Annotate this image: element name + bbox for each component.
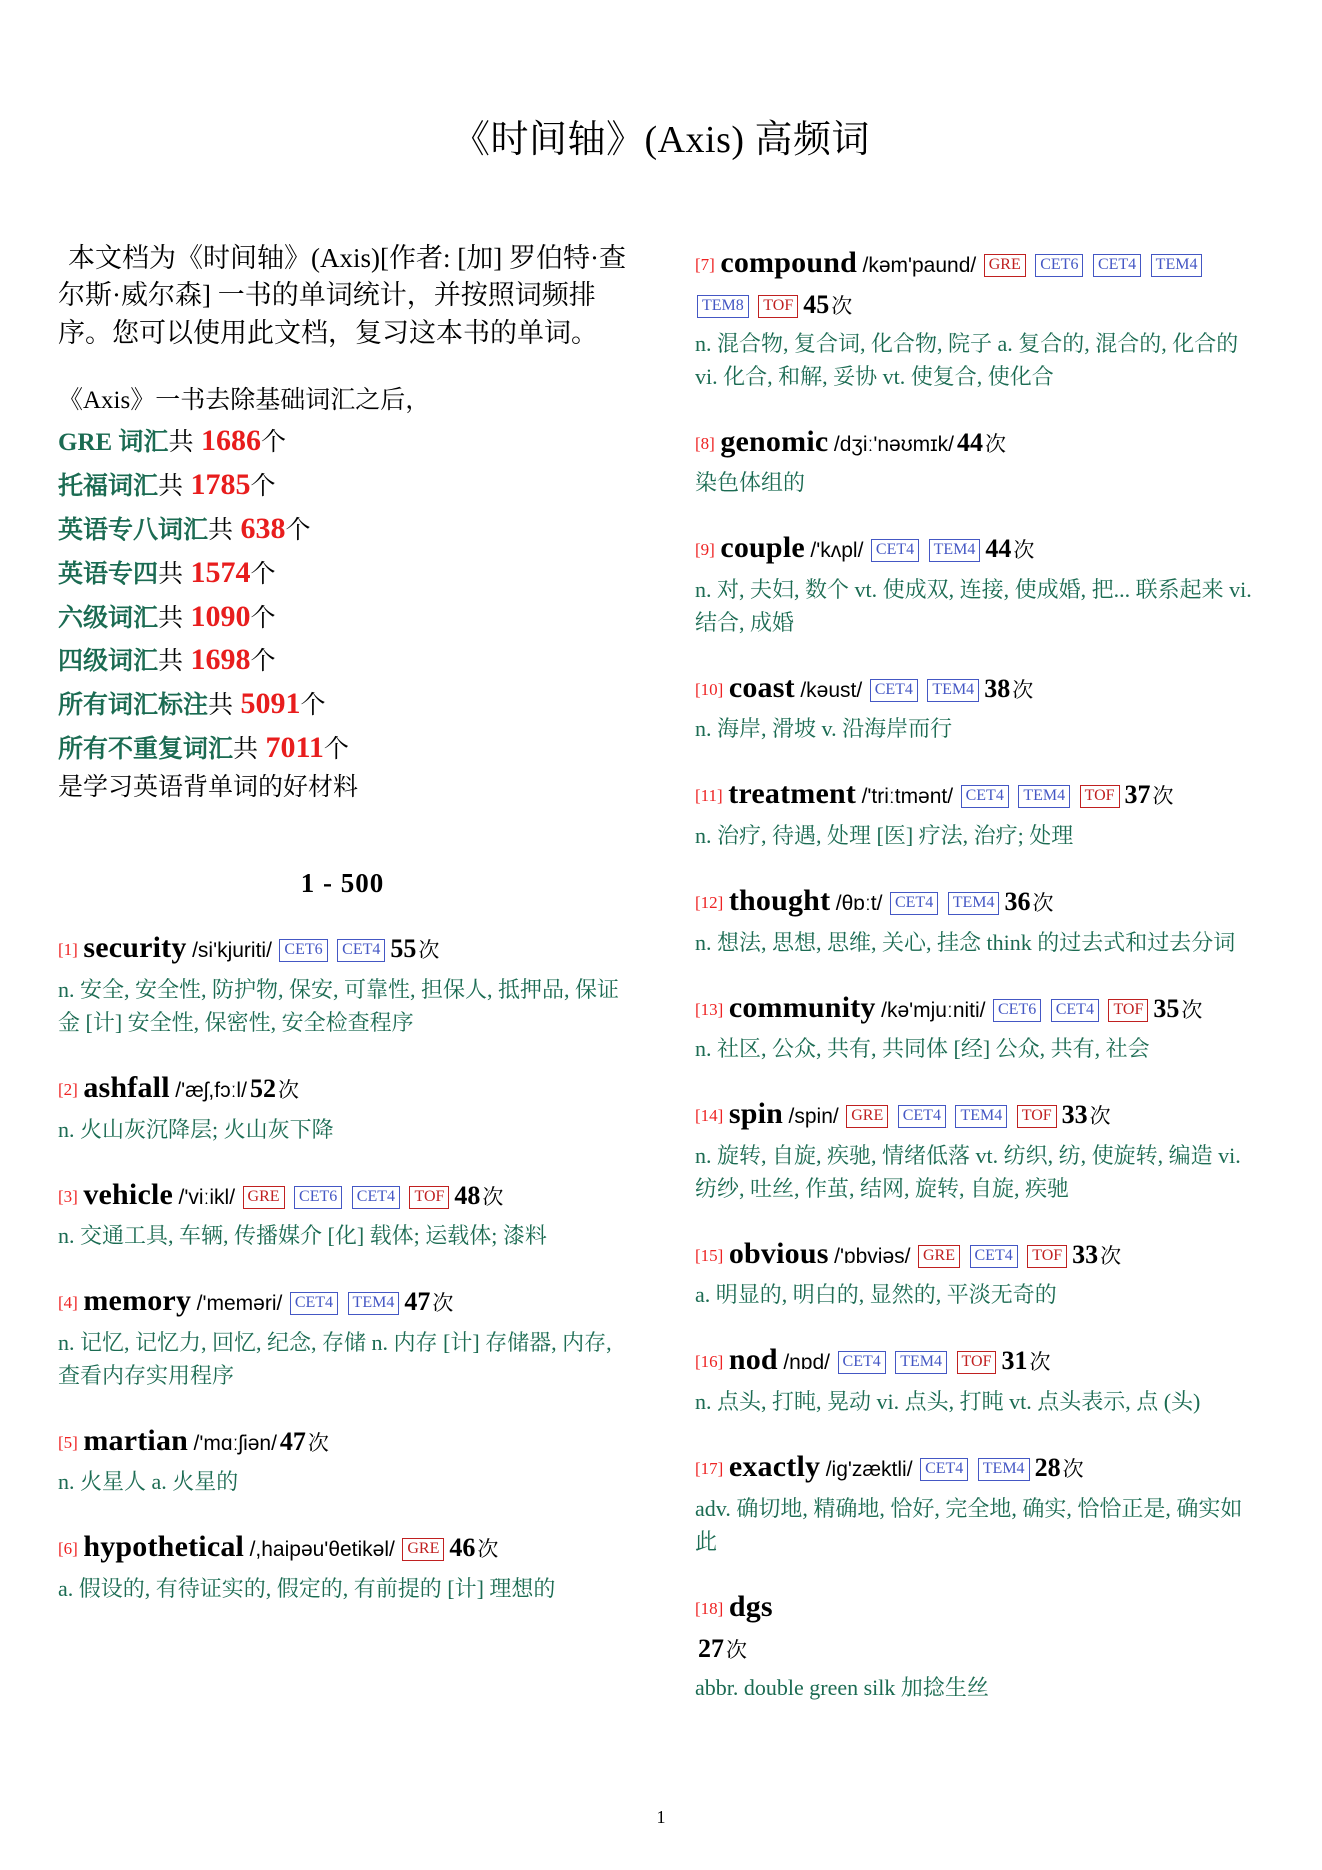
- entry-count: 48: [454, 1180, 481, 1210]
- stat-line: [58, 682, 627, 726]
- dictionary-entry: [695, 1584, 1264, 1704]
- entry-word[interactable]: genomic: [720, 424, 829, 458]
- entry-index: [5]: [58, 1432, 78, 1452]
- stat-number: 1698: [183, 643, 251, 677]
- level-tag-tof: TOF: [409, 1186, 449, 1209]
- level-tag-cet4: CET4: [1093, 254, 1141, 277]
- entry-headline: [695, 240, 1264, 325]
- entry-definition: n. 火星人 a. 火星的: [58, 1469, 239, 1495]
- entry-index: [13]: [695, 999, 724, 1019]
- entry-definition: n. 交通工具, 车辆, 传播媒介 [化] 载体; 运载体; 漆料: [58, 1223, 547, 1249]
- entry-index: [1]: [58, 940, 78, 960]
- level-tag-cet4: CET4: [920, 1458, 968, 1481]
- level-tag-tof: TOF: [1017, 1105, 1057, 1128]
- entry-count-unit: 次: [1100, 1243, 1122, 1268]
- entry-word[interactable]: security: [83, 931, 187, 965]
- level-tag-cet4: CET4: [290, 1292, 338, 1315]
- entry-phonetic: /'ɒbviəs/: [834, 1244, 911, 1268]
- level-tag-cet4: CET4: [838, 1351, 886, 1374]
- level-tag-cet4: CET4: [890, 892, 938, 915]
- entry-headline: [58, 1524, 627, 1570]
- entry-word[interactable]: thought: [728, 884, 831, 918]
- level-tag-gre: GRE: [243, 1186, 285, 1209]
- entry-index: [6]: [58, 1539, 78, 1559]
- dictionary-entry: [695, 1444, 1264, 1558]
- stat-label: GRE 词汇: [58, 429, 169, 457]
- level-tag-tem4: TEM4: [929, 539, 981, 562]
- entry-word[interactable]: treatment: [728, 777, 857, 811]
- stat-connector: 共: [208, 517, 234, 545]
- level-tag-tem4: TEM4: [348, 1292, 400, 1315]
- entry-headline: [695, 985, 1264, 1031]
- entry-phonetic: /'meməri/: [196, 1292, 283, 1316]
- stat-line: [58, 595, 627, 639]
- entry-phonetic: /,haipəu'θetikəl/: [249, 1538, 395, 1562]
- entry-word[interactable]: community: [728, 990, 876, 1024]
- dictionary-entry: [58, 1418, 627, 1499]
- entry-definition: n. 记忆, 记忆力, 回忆, 纪念, 存储 n. 内存 [计] 存储器, 内存, 查看内存实用程序: [58, 1329, 612, 1388]
- entry-count-unit: 次: [1089, 1104, 1111, 1129]
- level-tag-cet4: CET4: [352, 1186, 400, 1209]
- level-tag-tof: TOF: [758, 295, 798, 318]
- level-tag-tem4: TEM4: [948, 892, 1000, 915]
- entry-count: 33: [1072, 1239, 1099, 1269]
- entry-headline: [695, 878, 1264, 924]
- entry-definition: a. 假设的, 有待证实的, 假定的, 有前提的 [计] 理想的: [58, 1575, 556, 1601]
- entry-phonetic: /'triːtmənt/: [861, 785, 954, 809]
- stat-label: 托福词汇: [58, 473, 159, 501]
- entry-word[interactable]: dgs: [728, 1589, 773, 1623]
- level-tag-cet4: CET4: [337, 939, 385, 962]
- entry-index: [17]: [695, 1459, 724, 1479]
- entry-count-unit: 次: [418, 938, 440, 963]
- stat-connector: 共: [168, 429, 194, 457]
- entry-count: 46: [449, 1533, 476, 1563]
- entry-count: 31: [1001, 1346, 1028, 1376]
- entry-count-unit: 次: [432, 1291, 454, 1316]
- entry-count-unit: 次: [1013, 538, 1035, 563]
- entry-definition: n. 混合物, 复合词, 化合物, 院子 a. 复合的, 混合的, 化合的 vi. 化合, 和解, 妥协 vt. 使复合, 使化合: [695, 330, 1239, 389]
- entry-count-unit: 次: [1152, 784, 1174, 809]
- level-tag-cet4: CET4: [1051, 999, 1099, 1022]
- entry-headline: [58, 925, 627, 971]
- entry-word[interactable]: exactly: [728, 1450, 821, 1484]
- stat-unit: 个: [250, 648, 276, 676]
- entry-phonetic: /nɒd/: [783, 1351, 831, 1375]
- entry-word[interactable]: couple: [720, 531, 805, 565]
- range-heading: 1 - 500: [300, 868, 385, 899]
- stat-connector: 共: [158, 473, 184, 501]
- level-tag-cet6: CET6: [294, 1186, 342, 1209]
- entry-count-unit: 次: [1032, 891, 1054, 916]
- entry-headline: [695, 419, 1264, 465]
- entry-word[interactable]: memory: [83, 1284, 192, 1318]
- entry-count: 44: [985, 534, 1012, 564]
- entry-list-left: [58, 925, 627, 1605]
- level-tag-tem4: TEM4: [895, 1351, 947, 1374]
- dictionary-entry: [58, 925, 627, 1039]
- entry-count: 52: [249, 1073, 276, 1103]
- entry-phonetic: /'mɑːʃiən/: [193, 1431, 277, 1455]
- entry-definition: n. 旋转, 自旋, 疾驰, 情绪低落 vt. 纺织, 纺, 使旋转, 编造 vi. 纺纱, 吐丝, 作茧, 结网, 旋转, 自旋, 疾驰: [695, 1142, 1241, 1201]
- entry-index: [2]: [58, 1079, 78, 1099]
- entry-phonetic: /'æʃ,fɔːl/: [175, 1078, 247, 1102]
- entry-phonetic: /dʒiː'nəʊmɪk/: [833, 432, 954, 456]
- entry-phonetic: /spin/: [788, 1105, 839, 1129]
- entry-count-unit: 次: [482, 1184, 504, 1209]
- level-tag-cet4: CET4: [898, 1105, 946, 1128]
- entry-word[interactable]: spin: [728, 1097, 784, 1131]
- entry-count-unit: 次: [831, 294, 853, 319]
- level-tag-cet6: CET6: [279, 939, 327, 962]
- entry-phonetic: /'viːikl/: [178, 1185, 236, 1209]
- stat-number: 1686: [193, 424, 261, 458]
- stat-line: [58, 638, 627, 682]
- entry-headline: [58, 1278, 627, 1324]
- level-tag-tem4: TEM4: [1151, 254, 1203, 277]
- dictionary-entry: [58, 1524, 627, 1605]
- stats-list: [58, 419, 627, 769]
- stat-number: 1574: [183, 555, 251, 589]
- level-tag-tof: TOF: [1080, 785, 1120, 808]
- entry-index: [18]: [695, 1598, 724, 1618]
- entry-count-unit: 次: [726, 1638, 747, 1663]
- entry-count-unit: 次: [277, 1077, 299, 1102]
- stat-connector: 共: [158, 604, 184, 632]
- entry-definition: n. 火山灰沉降层; 火山灰下降: [58, 1116, 334, 1142]
- stat-number: 5091: [233, 687, 301, 721]
- entry-headline: [58, 1418, 627, 1464]
- entry-definition: abbr. double green silk 加捻生丝: [695, 1674, 989, 1700]
- entry-headline: [695, 1091, 1264, 1137]
- stat-unit: 个: [250, 604, 276, 632]
- entry-definition: n. 安全, 安全性, 防护物, 保安, 可靠性, 担保人, 抵押品, 保证金 [计] 安全性, 保密性, 安全检查程序: [58, 976, 620, 1035]
- level-tag-tof: TOF: [1108, 999, 1148, 1022]
- page-number: 1: [656, 1807, 666, 1827]
- entry-definition: n. 海岸, 滑坡 v. 沿海岸而行: [695, 716, 953, 742]
- entry-count-unit: 次: [307, 1430, 329, 1455]
- entry-count: 27: [698, 1634, 724, 1664]
- dictionary-entry: [695, 665, 1264, 746]
- entry-headline: [695, 525, 1264, 571]
- dictionary-entry: [58, 1065, 627, 1146]
- entry-phonetic: /si'kjuriti/: [192, 939, 272, 963]
- dictionary-entry: [695, 240, 1264, 393]
- entry-count: 35: [1153, 993, 1180, 1023]
- entry-count: 33: [1061, 1100, 1088, 1130]
- stat-unit: 个: [323, 736, 349, 764]
- level-tag-tof: TOF: [957, 1351, 997, 1374]
- entry-definition: n. 治疗, 待遇, 处理 [医] 疗法, 治疗; 处理: [695, 823, 1074, 849]
- level-tag-tem4: TEM4: [1018, 785, 1070, 808]
- entry-index: [4]: [58, 1293, 78, 1313]
- entry-phonetic: /θɒːt/: [835, 892, 883, 916]
- stat-line: [58, 419, 627, 463]
- stat-connector: 共: [233, 736, 259, 764]
- entry-list-right: [695, 240, 1264, 1704]
- level-tag-tem4: TEM4: [978, 1458, 1030, 1481]
- entry-headline: [695, 1337, 1264, 1383]
- stat-unit: 个: [250, 473, 276, 501]
- entry-word[interactable]: vehicle: [83, 1177, 174, 1211]
- entry-count-unit: 次: [1029, 1350, 1051, 1375]
- left-column: [58, 240, 661, 1631]
- stat-line: [58, 463, 627, 507]
- entry-count-unit: 次: [1062, 1457, 1084, 1482]
- entry-index: [11]: [695, 786, 723, 806]
- stat-line: [58, 507, 627, 551]
- entry-word[interactable]: obvious: [728, 1236, 829, 1270]
- stat-label: 英语专八词汇: [58, 517, 209, 545]
- level-tag-tem8: TEM8: [697, 295, 749, 318]
- level-tag-gre: GRE: [402, 1538, 444, 1561]
- level-tag-tof: TOF: [1027, 1245, 1067, 1268]
- entry-index: [8]: [695, 433, 715, 453]
- dictionary-entry: [58, 1278, 627, 1392]
- entry-count: 47: [404, 1287, 431, 1317]
- entry-count-unit: 次: [1181, 997, 1203, 1022]
- entry-index: [3]: [58, 1186, 78, 1206]
- stat-number: 1785: [183, 468, 251, 502]
- right-column: [661, 240, 1264, 1730]
- stat-unit: 个: [250, 560, 276, 588]
- dictionary-entry: [695, 771, 1264, 852]
- entry-index: [14]: [695, 1106, 724, 1126]
- entry-word[interactable]: ashfall: [83, 1070, 170, 1104]
- entry-word[interactable]: compound: [720, 245, 857, 279]
- stat-number: 7011: [258, 731, 324, 765]
- two-column-body: [58, 240, 1264, 1730]
- entry-headline: [695, 771, 1264, 817]
- entry-definition: 染色体组的: [695, 470, 806, 496]
- stat-line: [58, 551, 627, 595]
- entry-phonetic: /kəm'paund/: [862, 253, 977, 277]
- entry-phonetic: /kəust/: [800, 678, 863, 702]
- level-tag-cet4: CET4: [970, 1245, 1018, 1268]
- entry-index: [15]: [695, 1245, 724, 1265]
- dictionary-entry: [695, 1231, 1264, 1312]
- entry-phonetic: /kə'mjuːniti/: [881, 998, 986, 1022]
- entry-headline: [695, 1231, 1264, 1277]
- entry-count: 55: [390, 934, 417, 964]
- entry-count-unit: 次: [984, 431, 1006, 456]
- page-title: 《时间轴》(Axis) 高频词: [451, 119, 871, 161]
- entry-definition: n. 社区, 公众, 共有, 共同体 [经] 公众, 共有, 社会: [695, 1036, 1150, 1062]
- stat-label: 四级词汇: [58, 648, 159, 676]
- stat-unit: 个: [260, 429, 286, 457]
- stat-number: 1090: [183, 599, 251, 633]
- level-tag-cet4: CET4: [871, 539, 919, 562]
- level-tag-tem4: TEM4: [927, 679, 979, 702]
- stat-line: [58, 726, 627, 770]
- level-tag-gre: GRE: [984, 254, 1026, 277]
- dictionary-entry: [58, 1172, 627, 1253]
- entry-count-unit: 次: [1012, 677, 1034, 702]
- stat-connector: 共: [158, 648, 184, 676]
- stats-tail-text: 是学习英语背单词的好材料: [58, 773, 359, 801]
- entry-count: 28: [1034, 1453, 1061, 1483]
- dictionary-entry: [695, 1091, 1264, 1205]
- stat-unit: 个: [300, 692, 326, 720]
- entry-count: 47: [279, 1426, 306, 1456]
- entry-definition: n. 想法, 思想, 思维, 关心, 挂念 think 的过去式和过去分词: [695, 929, 1236, 955]
- level-tag-tem4: TEM4: [955, 1105, 1007, 1128]
- entry-headline: [695, 665, 1264, 711]
- level-tag-cet6: CET6: [993, 999, 1041, 1022]
- entry-headline: [695, 1444, 1264, 1490]
- dictionary-entry: [695, 878, 1264, 959]
- entry-definition: n. 点头, 打盹, 晃动 vi. 点头, 打盹 vt. 点头表示, 点 (头): [695, 1389, 1201, 1415]
- dictionary-entry: [695, 525, 1264, 639]
- entry-count-unit: 次: [477, 1537, 499, 1562]
- entry-count: 36: [1004, 887, 1031, 917]
- entry-count: 37: [1124, 780, 1151, 810]
- stat-label: 所有不重复词汇: [58, 736, 234, 764]
- stat-number: 638: [233, 512, 286, 546]
- stat-connector: 共: [208, 692, 234, 720]
- entry-headline: [58, 1065, 627, 1111]
- entry-count: 38: [984, 673, 1011, 703]
- entry-word[interactable]: nod: [728, 1343, 778, 1377]
- intro-paragraph: 本文档为《时间轴》(Axis)[作者: [加] 罗伯特·查尔斯·威尔森] 一书的单词统计，并按照词频排序。您可以使用此文档，复习这本书的单词。: [58, 242, 626, 349]
- stat-connector: 共: [158, 560, 184, 588]
- dictionary-entry: [695, 419, 1264, 500]
- entry-index: [9]: [695, 540, 715, 560]
- entry-word[interactable]: hypothetical: [83, 1530, 245, 1564]
- level-tag-cet6: CET6: [1035, 254, 1083, 277]
- stat-label: 英语专四: [58, 560, 159, 588]
- entry-headline: [695, 1584, 1264, 1669]
- entry-phonetic: /'kʌpl/: [810, 539, 864, 563]
- level-tag-cet4: CET4: [961, 785, 1009, 808]
- entry-word[interactable]: martian: [83, 1423, 189, 1457]
- entry-index: [12]: [695, 893, 724, 913]
- entry-definition: adv. 确切地, 精确地, 恰好, 完全地, 确实, 恰恰正是, 确实如此: [695, 1495, 1243, 1554]
- dictionary-entry: [695, 1337, 1264, 1418]
- entry-word[interactable]: coast: [728, 670, 795, 704]
- entry-index: [10]: [695, 679, 724, 699]
- level-tag-cet4: CET4: [870, 679, 918, 702]
- level-tag-gre: GRE: [846, 1105, 888, 1128]
- entry-definition: a. 明显的, 明白的, 显然的, 平淡无奇的: [695, 1282, 1057, 1308]
- entry-phonetic: /ig'zæktli/: [825, 1458, 913, 1482]
- entry-count: 44: [956, 427, 983, 457]
- stats-lead-text: 《Axis》一书去除基础词汇之后，: [58, 386, 431, 414]
- stat-label: 所有词汇标注: [58, 692, 209, 720]
- entry-headline: [58, 1172, 627, 1218]
- level-tag-gre: GRE: [918, 1245, 960, 1268]
- dictionary-entry: [695, 985, 1264, 1066]
- entry-index: [7]: [695, 254, 715, 274]
- entry-count: 45: [803, 290, 830, 320]
- entry-definition: n. 对, 夫妇, 数个 vt. 使成双, 连接, 使成婚, 把... 联系起来 vi. 结合, 成婚: [695, 576, 1252, 635]
- entry-index: [16]: [695, 1352, 724, 1372]
- stat-unit: 个: [285, 517, 311, 545]
- stat-label: 六级词汇: [58, 604, 159, 632]
